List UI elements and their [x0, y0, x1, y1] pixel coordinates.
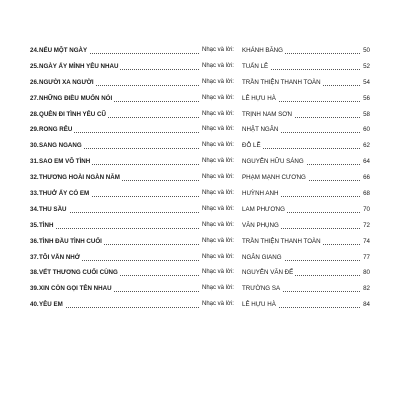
author-name: TRƯỜNG SA	[242, 281, 282, 297]
toc-entry	[30, 107, 370, 123]
page-number: 60	[361, 122, 370, 138]
credit-label: Nhạc và lời:	[200, 265, 234, 281]
author-name: NGUYỄN HỮU SÁNG	[242, 154, 306, 170]
song-title: TÌNH	[39, 218, 55, 234]
song-title: TÌNH ĐẦU TÌNH CUỐI	[39, 234, 104, 250]
page-number: 56	[361, 91, 370, 107]
entry-number: 38.	[30, 269, 39, 277]
page-number: 84	[361, 297, 370, 313]
entry-number: 39.	[30, 285, 39, 293]
page-number: 52	[361, 59, 370, 75]
toc-entry	[30, 75, 370, 91]
page-number: 54	[361, 75, 370, 91]
toc-entry	[30, 43, 370, 59]
entry-number: 34.	[30, 205, 39, 213]
song-title: THƯƠNG HOÀI NGÀN NĂM	[39, 170, 122, 186]
toc-entry	[30, 281, 370, 297]
song-title: NGƯỜI XA NGƯỜI	[39, 75, 96, 91]
page-number: 77	[361, 250, 370, 266]
page-number: 64	[361, 154, 370, 170]
toc-entry	[30, 154, 370, 170]
entry-number: 31.	[30, 158, 39, 166]
page-number: 72	[361, 218, 370, 234]
credit-label: Nhạc và lời:	[200, 202, 234, 218]
song-title: THUỞ ẤY CÓ EM	[39, 186, 91, 202]
toc-entry	[30, 186, 370, 202]
toc-entry	[30, 122, 370, 138]
author-name: VĂN PHỤNG	[242, 218, 281, 234]
credit-label: Nhạc và lời:	[200, 186, 234, 202]
page-number: 62	[361, 138, 370, 154]
entry-number: 29.	[30, 126, 39, 134]
entry-number: 40.	[30, 301, 39, 309]
entry-number: 36.	[30, 237, 39, 245]
song-title: VẾT THƯƠNG CUỐI CÙNG	[39, 265, 120, 281]
entry-number: 37.	[30, 253, 39, 261]
toc-entry	[30, 170, 370, 186]
toc-entry	[30, 59, 370, 75]
author-name: NGÂN GIANG	[242, 250, 284, 266]
song-title: SANG NGANG	[39, 138, 84, 154]
author-name: TRẦN THIỆN THANH TOÀN	[242, 75, 323, 91]
credit-label: Nhạc và lời:	[200, 91, 234, 107]
song-title: THU SẦU	[39, 202, 69, 218]
entry-number: 30.	[30, 142, 39, 150]
author-name: PHẠM MẠNH CƯƠNG	[242, 170, 308, 186]
page-number: 50	[361, 43, 370, 59]
song-title: QUÊN ĐI TÌNH YÊU CŨ	[39, 107, 108, 123]
credit-label: Nhạc và lời:	[200, 138, 234, 154]
credit-label: Nhạc và lời:	[200, 234, 234, 250]
entry-number: 27.	[30, 94, 39, 102]
song-title: NHỮNG ĐIỀU MUỐN NÓI	[39, 91, 114, 107]
song-title: TÔI VẪN NHỚ	[39, 250, 82, 266]
dot-leader	[39, 228, 199, 229]
entry-number: 32.	[30, 174, 39, 182]
credit-label: Nhạc và lời:	[200, 297, 234, 313]
song-title: YÊU EM	[39, 297, 65, 313]
toc-entry	[30, 297, 370, 313]
author-name: LÊ HỰU HÀ	[242, 297, 278, 313]
song-title: SAO EM VÔ TÌNH	[39, 154, 92, 170]
author-name: TRẦN THIỆN THANH TOÀN	[242, 234, 323, 250]
page-number: 58	[361, 107, 370, 123]
table-of-contents	[30, 43, 370, 313]
credit-label: Nhạc và lời:	[200, 250, 234, 266]
entry-number: 33.	[30, 190, 39, 198]
entry-number: 25.	[30, 62, 39, 70]
author-name: TUẤN LÊ	[242, 59, 270, 75]
entry-number: 35.	[30, 221, 39, 229]
toc-entry	[30, 234, 370, 250]
page-number: 74	[361, 234, 370, 250]
entry-number: 28.	[30, 110, 39, 118]
author-name: HUỲNH ANH	[242, 186, 280, 202]
credit-label: Nhạc và lời:	[200, 154, 234, 170]
page-number: 66	[361, 170, 370, 186]
author-name: NHẬT NGÂN	[242, 122, 280, 138]
toc-entry	[30, 218, 370, 234]
author-name: KHÁNH BĂNG	[242, 43, 285, 59]
song-title: NẾU MỘT NGÀY	[39, 43, 89, 59]
credit-label: Nhạc và lời:	[200, 75, 234, 91]
page-number: 68	[361, 186, 370, 202]
page-number: 80	[361, 265, 370, 281]
toc-entry	[30, 202, 370, 218]
credit-label: Nhạc và lời:	[200, 281, 234, 297]
credit-label: Nhạc và lời:	[200, 107, 234, 123]
song-title: RONG RÊU	[39, 122, 74, 138]
credit-label: Nhạc và lời:	[200, 59, 234, 75]
song-title: NGÀY ẤY MÌNH YÊU NHAU	[39, 59, 120, 75]
author-name: LÊ HỰU HÀ	[242, 91, 278, 107]
page-number: 70	[361, 202, 370, 218]
toc-entry	[30, 138, 370, 154]
toc-entry	[30, 91, 370, 107]
page-number: 82	[361, 281, 370, 297]
author-name: TRỊNH NAM SƠN	[242, 107, 294, 123]
toc-entry	[30, 265, 370, 281]
entry-number: 24.	[30, 47, 39, 54]
author-name: ĐỖ LỄ	[242, 138, 263, 154]
credit-label: Nhạc và lời:	[200, 170, 234, 186]
credit-label: Nhạc và lời:	[200, 218, 234, 234]
credit-label: Nhạc và lời:	[200, 122, 234, 138]
author-name: LAM PHƯƠNG	[242, 202, 287, 218]
song-title: XIN CÒN GỌI TÊN NHAU	[39, 281, 114, 297]
author-name: NGUYỄN VĂN ĐỂ	[242, 265, 295, 281]
entry-number: 26.	[30, 78, 39, 86]
toc-entry	[30, 250, 370, 266]
credit-label: Nhạc và lời:	[200, 43, 234, 59]
